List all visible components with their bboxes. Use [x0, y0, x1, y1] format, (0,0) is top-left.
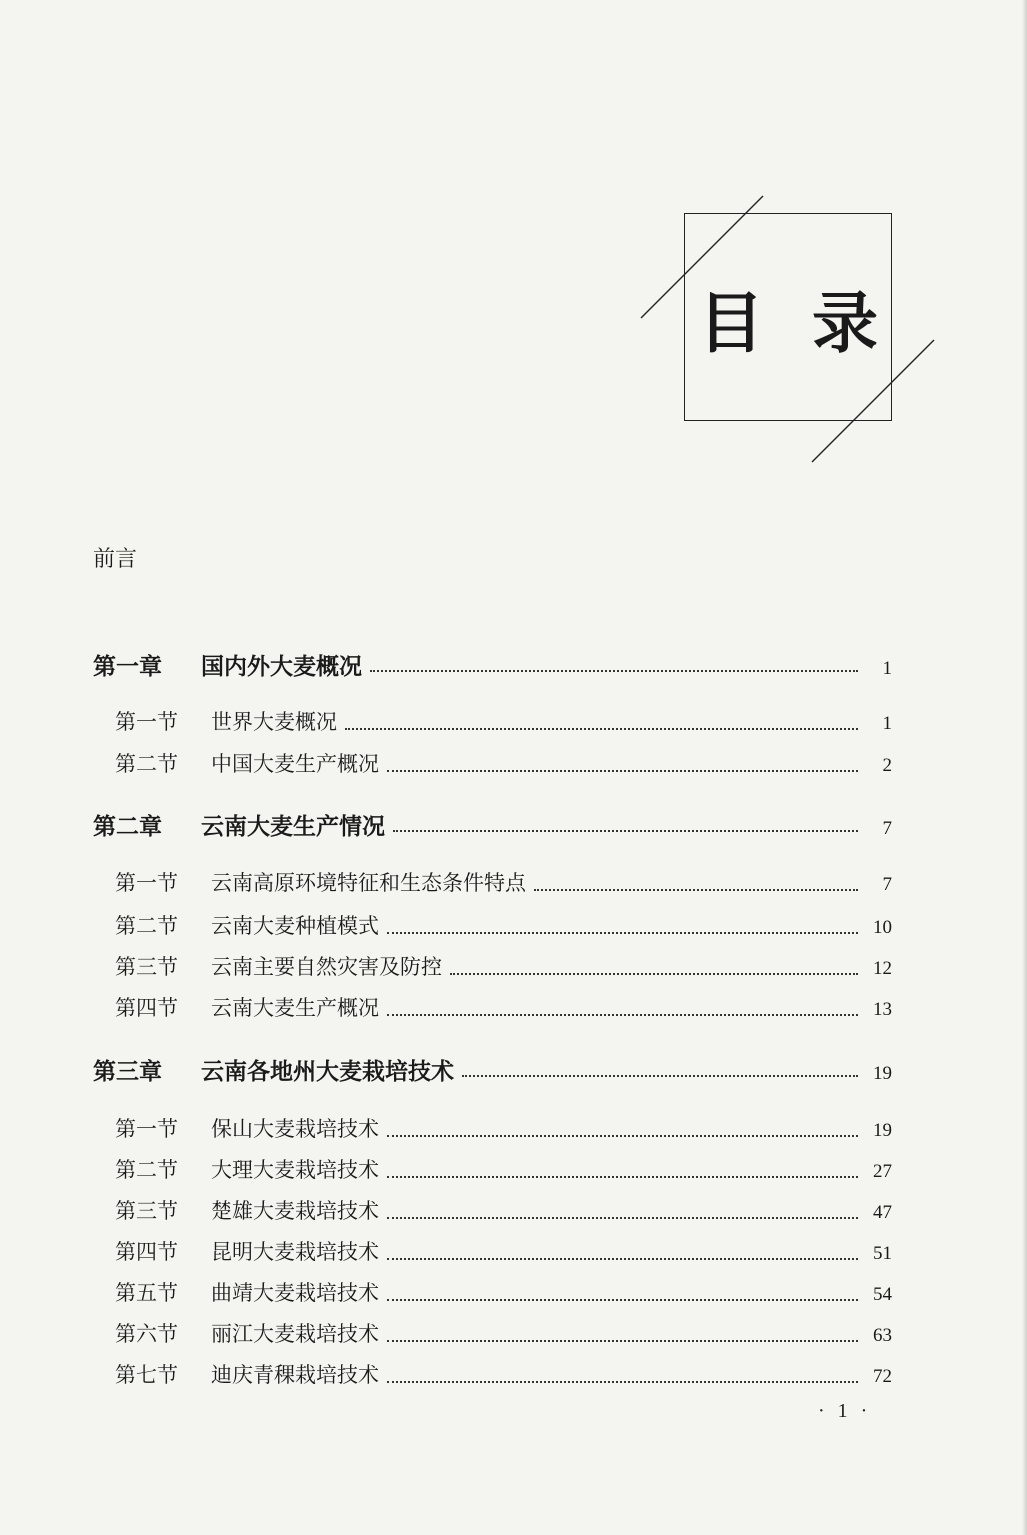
section-number: 第四节	[115, 1240, 178, 1264]
section-number: 第二节	[115, 914, 178, 938]
toc-section-row[interactable]	[0, 748, 1027, 782]
toc-section-row[interactable]	[0, 1113, 1027, 1147]
toc-section-row[interactable]	[0, 992, 1027, 1026]
chapter-page-number: 7	[882, 818, 892, 839]
section-number: 第一节	[115, 1117, 178, 1141]
toc-heading-char-2: 录	[812, 285, 878, 362]
section-page-number: 10	[873, 917, 892, 938]
toc-chapter-row[interactable]	[0, 648, 1027, 682]
dot-leader	[450, 973, 858, 975]
section-title: 昆明大麦栽培技术	[211, 1240, 379, 1264]
section-page-number: 27	[873, 1161, 892, 1182]
dot-leader	[387, 1381, 858, 1383]
dot-leader	[387, 1258, 858, 1260]
dot-leader	[393, 830, 858, 832]
dot-leader	[387, 932, 858, 934]
toc-heading-char-1: 目	[698, 285, 764, 362]
section-page-number: 51	[873, 1243, 892, 1264]
dot-leader	[387, 1299, 858, 1301]
toc-heading	[684, 270, 892, 365]
section-title: 大理大麦栽培技术	[211, 1158, 379, 1182]
dot-leader	[387, 1176, 858, 1178]
chapter-page-number: 1	[882, 658, 892, 679]
preface-entry[interactable]: 前言	[93, 547, 138, 572]
toc-section-row[interactable]	[0, 1236, 1027, 1270]
section-title: 云南大麦生产概况	[211, 996, 379, 1020]
toc-chapter-row[interactable]	[0, 1053, 1027, 1087]
section-title: 世界大麦概况	[211, 710, 337, 734]
chapter-page-number: 19	[873, 1063, 892, 1084]
chapter-title: 云南各地州大麦栽培技术	[201, 1059, 454, 1085]
section-number: 第一节	[115, 710, 178, 734]
toc-section-row[interactable]	[0, 1318, 1027, 1352]
section-page-number: 54	[873, 1284, 892, 1305]
section-number: 第三节	[115, 1199, 178, 1223]
chapter-number: 第三章	[93, 1059, 162, 1085]
section-number: 第三节	[115, 955, 178, 979]
chapter-number: 第二章	[93, 814, 162, 840]
section-page-number: 1	[882, 713, 892, 734]
chapter-number: 第一章	[93, 654, 162, 680]
section-title: 云南主要自然灾害及防控	[211, 955, 442, 979]
section-page-number: 7	[882, 874, 892, 895]
dot-leader	[387, 1135, 858, 1137]
page-number: · 1 ·	[818, 1400, 872, 1422]
toc-section-row[interactable]	[0, 706, 1027, 740]
toc-section-row[interactable]	[0, 1277, 1027, 1311]
section-page-number: 19	[873, 1120, 892, 1141]
dot-leader	[387, 1014, 858, 1016]
section-number: 第四节	[115, 996, 178, 1020]
section-title: 曲靖大麦栽培技术	[211, 1281, 379, 1305]
dot-leader	[387, 1217, 858, 1219]
section-title: 丽江大麦栽培技术	[211, 1322, 379, 1346]
toc-section-row[interactable]	[0, 910, 1027, 944]
section-number: 第五节	[115, 1281, 178, 1305]
toc-section-row[interactable]	[0, 1154, 1027, 1188]
section-title: 中国大麦生产概况	[211, 752, 379, 776]
toc-section-row[interactable]	[0, 1359, 1027, 1393]
section-title: 迪庆青稞栽培技术	[211, 1363, 379, 1387]
section-title: 云南大麦种植模式	[211, 914, 379, 938]
section-number: 第一节	[115, 871, 178, 895]
section-page-number: 12	[873, 958, 892, 979]
toc-section-row[interactable]	[0, 1195, 1027, 1229]
toc-section-row[interactable]	[0, 951, 1027, 985]
section-title: 楚雄大麦栽培技术	[211, 1199, 379, 1223]
section-page-number: 2	[882, 755, 892, 776]
dot-leader	[534, 889, 858, 891]
dot-leader	[462, 1075, 858, 1077]
dot-leader	[387, 770, 858, 772]
chapter-title: 云南大麦生产情况	[201, 814, 385, 840]
section-number: 第六节	[115, 1322, 178, 1346]
dot-leader	[370, 670, 858, 672]
section-title: 保山大麦栽培技术	[211, 1117, 379, 1141]
toc-chapter-row[interactable]	[0, 808, 1027, 842]
section-number: 第七节	[115, 1363, 178, 1387]
toc-section-row[interactable]	[0, 867, 1027, 901]
section-page-number: 63	[873, 1325, 892, 1346]
dot-leader	[345, 728, 858, 730]
chapter-title: 国内外大麦概况	[201, 654, 362, 680]
section-title: 云南高原环境特征和生态条件特点	[211, 871, 526, 895]
section-number: 第二节	[115, 1158, 178, 1182]
section-number: 第二节	[115, 752, 178, 776]
section-page-number: 47	[873, 1202, 892, 1223]
dot-leader	[387, 1340, 858, 1342]
section-page-number: 72	[873, 1366, 892, 1387]
section-page-number: 13	[873, 999, 892, 1020]
